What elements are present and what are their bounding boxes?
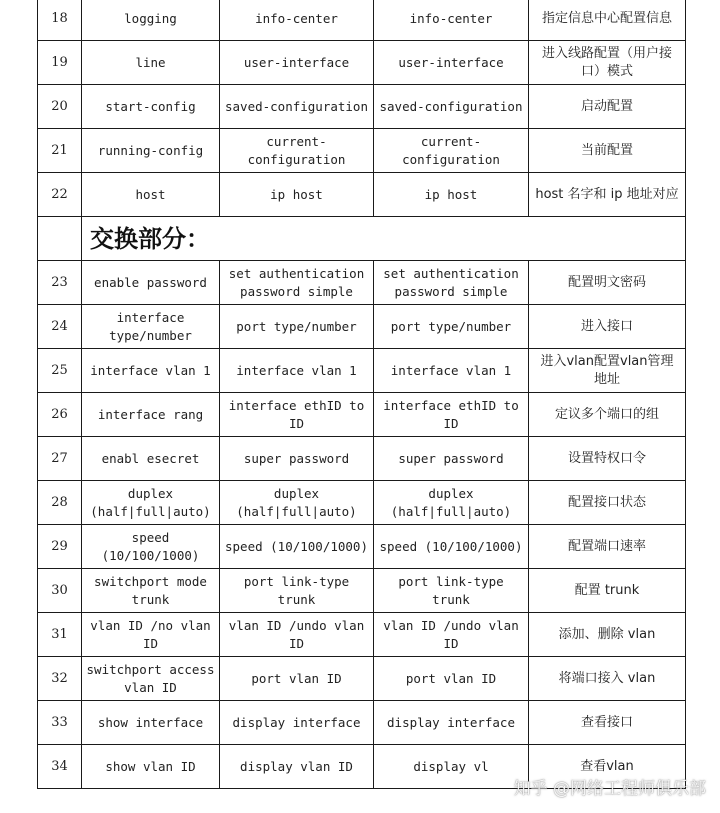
command-comparison-table: [37, 0, 686, 789]
cisco-command-cell: logging: [82, 0, 220, 41]
h3c-command-cell: interface ethID to ID: [374, 393, 529, 437]
huawei-command-cell: duplex (half|full|auto): [220, 481, 374, 525]
description-cell: 指定信息中心配置信息: [529, 0, 686, 41]
cisco-command-cell: start-config: [82, 85, 220, 129]
huawei-command-cell: display vlan ID: [220, 745, 374, 789]
row-number-cell: 25: [38, 349, 82, 393]
h3c-command-cell: port link-type trunk: [374, 569, 529, 613]
row-number-cell: 19: [38, 41, 82, 85]
cisco-command-cell: vlan ID /no vlan ID: [82, 613, 220, 657]
row-number-cell: 23: [38, 261, 82, 305]
h3c-command-cell: super password: [374, 437, 529, 481]
huawei-command-cell: ip host: [220, 173, 374, 217]
row-number-cell: 30: [38, 569, 82, 613]
huawei-command-cell: port link-type trunk: [220, 569, 374, 613]
h3c-command-cell: display vl: [374, 745, 529, 789]
table-row: [38, 393, 686, 437]
table-row: [38, 437, 686, 481]
cisco-command-cell: show interface: [82, 701, 220, 745]
table-section-switch: [38, 217, 686, 261]
row-number-cell: 18: [38, 0, 82, 41]
row-number-cell: 34: [38, 745, 82, 789]
cisco-command-cell: interface vlan 1: [82, 349, 220, 393]
description-cell: 进入vlan配置vlan管理 地址: [529, 349, 686, 393]
table-row: [38, 129, 686, 173]
description-cell: 定议多个端口的组: [529, 393, 686, 437]
description-cell: 查看vlan: [529, 745, 686, 789]
huawei-command-cell: current-configuration: [220, 129, 374, 173]
cisco-command-cell: show vlan ID: [82, 745, 220, 789]
cisco-command-cell: enabl esecret: [82, 437, 220, 481]
section-header-row: [38, 217, 686, 261]
description-cell: 配置明文密码: [529, 261, 686, 305]
description-cell: host 名字和 ip 地址对应: [529, 173, 686, 217]
h3c-command-cell: duplex (half|full|auto): [374, 481, 529, 525]
watermark-text: 知乎 @网络工程师俱乐部: [513, 779, 706, 799]
row-number-cell: 20: [38, 85, 82, 129]
table-row: [38, 85, 686, 129]
h3c-command-cell: info-center: [374, 0, 529, 41]
row-number-cell: 29: [38, 525, 82, 569]
table-row: [38, 701, 686, 745]
h3c-command-cell: user-interface: [374, 41, 529, 85]
table-row: [38, 525, 686, 569]
row-number-cell: 28: [38, 481, 82, 525]
cisco-command-cell: interface rang: [82, 393, 220, 437]
table-row: [38, 481, 686, 525]
huawei-command-cell: interface vlan 1: [220, 349, 374, 393]
section-title: 交换部分：: [82, 217, 686, 261]
h3c-command-cell: interface vlan 1: [374, 349, 529, 393]
huawei-command-cell: speed (10/100/1000): [220, 525, 374, 569]
table-row: [38, 261, 686, 305]
table-row: [38, 657, 686, 701]
table-row: [38, 41, 686, 85]
huawei-command-cell: super password: [220, 437, 374, 481]
cisco-command-cell: switchport access vlan ID: [82, 657, 220, 701]
h3c-command-cell: vlan ID /undo vlan ID: [374, 613, 529, 657]
cisco-command-cell: duplex (half|full|auto): [82, 481, 220, 525]
huawei-command-cell: interface ethID to ID: [220, 393, 374, 437]
huawei-command-cell: set authentication password simple: [220, 261, 374, 305]
h3c-command-cell: port vlan ID: [374, 657, 529, 701]
h3c-command-cell: port type/number: [374, 305, 529, 349]
table-row: [38, 349, 686, 393]
row-number-cell: 24: [38, 305, 82, 349]
description-cell: 配置端口速率: [529, 525, 686, 569]
description-cell: 进入接口: [529, 305, 686, 349]
description-cell: 将端口接入 vlan: [529, 657, 686, 701]
section-number-cell: [38, 217, 82, 261]
cisco-command-cell: line: [82, 41, 220, 85]
huawei-command-cell: port type/number: [220, 305, 374, 349]
huawei-command-cell: port vlan ID: [220, 657, 374, 701]
row-number-cell: 26: [38, 393, 82, 437]
h3c-command-cell: saved-configuration: [374, 85, 529, 129]
row-number-cell: 21: [38, 129, 82, 173]
description-cell: 查看接口: [529, 701, 686, 745]
huawei-command-cell: vlan ID /undo vlan ID: [220, 613, 374, 657]
cisco-command-cell: enable password: [82, 261, 220, 305]
h3c-command-cell: current-configuration: [374, 129, 529, 173]
table-row: [38, 569, 686, 613]
table-body-general: [38, 0, 686, 217]
cisco-command-cell: running-config: [82, 129, 220, 173]
table-row: [38, 173, 686, 217]
row-number-cell: 27: [38, 437, 82, 481]
description-cell: 配置 trunk: [529, 569, 686, 613]
row-number-cell: 33: [38, 701, 82, 745]
h3c-command-cell: ip host: [374, 173, 529, 217]
h3c-command-cell: display interface: [374, 701, 529, 745]
table-row: [38, 0, 686, 41]
huawei-command-cell: saved-configuration: [220, 85, 374, 129]
row-number-cell: 22: [38, 173, 82, 217]
table-body-switch: [38, 261, 686, 789]
h3c-command-cell: set authentication password simple: [374, 261, 529, 305]
description-cell: 配置接口状态: [529, 481, 686, 525]
description-cell: 设置特权口令: [529, 437, 686, 481]
huawei-command-cell: user-interface: [220, 41, 374, 85]
h3c-command-cell: speed (10/100/1000): [374, 525, 529, 569]
cisco-command-cell: speed (10/100/1000): [82, 525, 220, 569]
huawei-command-cell: display interface: [220, 701, 374, 745]
row-number-cell: 32: [38, 657, 82, 701]
cisco-command-cell: interface type/number: [82, 305, 220, 349]
description-cell: 启动配置: [529, 85, 686, 129]
cisco-command-cell: host: [82, 173, 220, 217]
table-row: [38, 305, 686, 349]
description-cell: 进入线路配置（用户接 口）模式: [529, 41, 686, 85]
description-cell: 当前配置: [529, 129, 686, 173]
table-row: [38, 613, 686, 657]
huawei-command-cell: info-center: [220, 0, 374, 41]
cisco-command-cell: switchport mode trunk: [82, 569, 220, 613]
row-number-cell: 31: [38, 613, 82, 657]
description-cell: 添加、删除 vlan: [529, 613, 686, 657]
